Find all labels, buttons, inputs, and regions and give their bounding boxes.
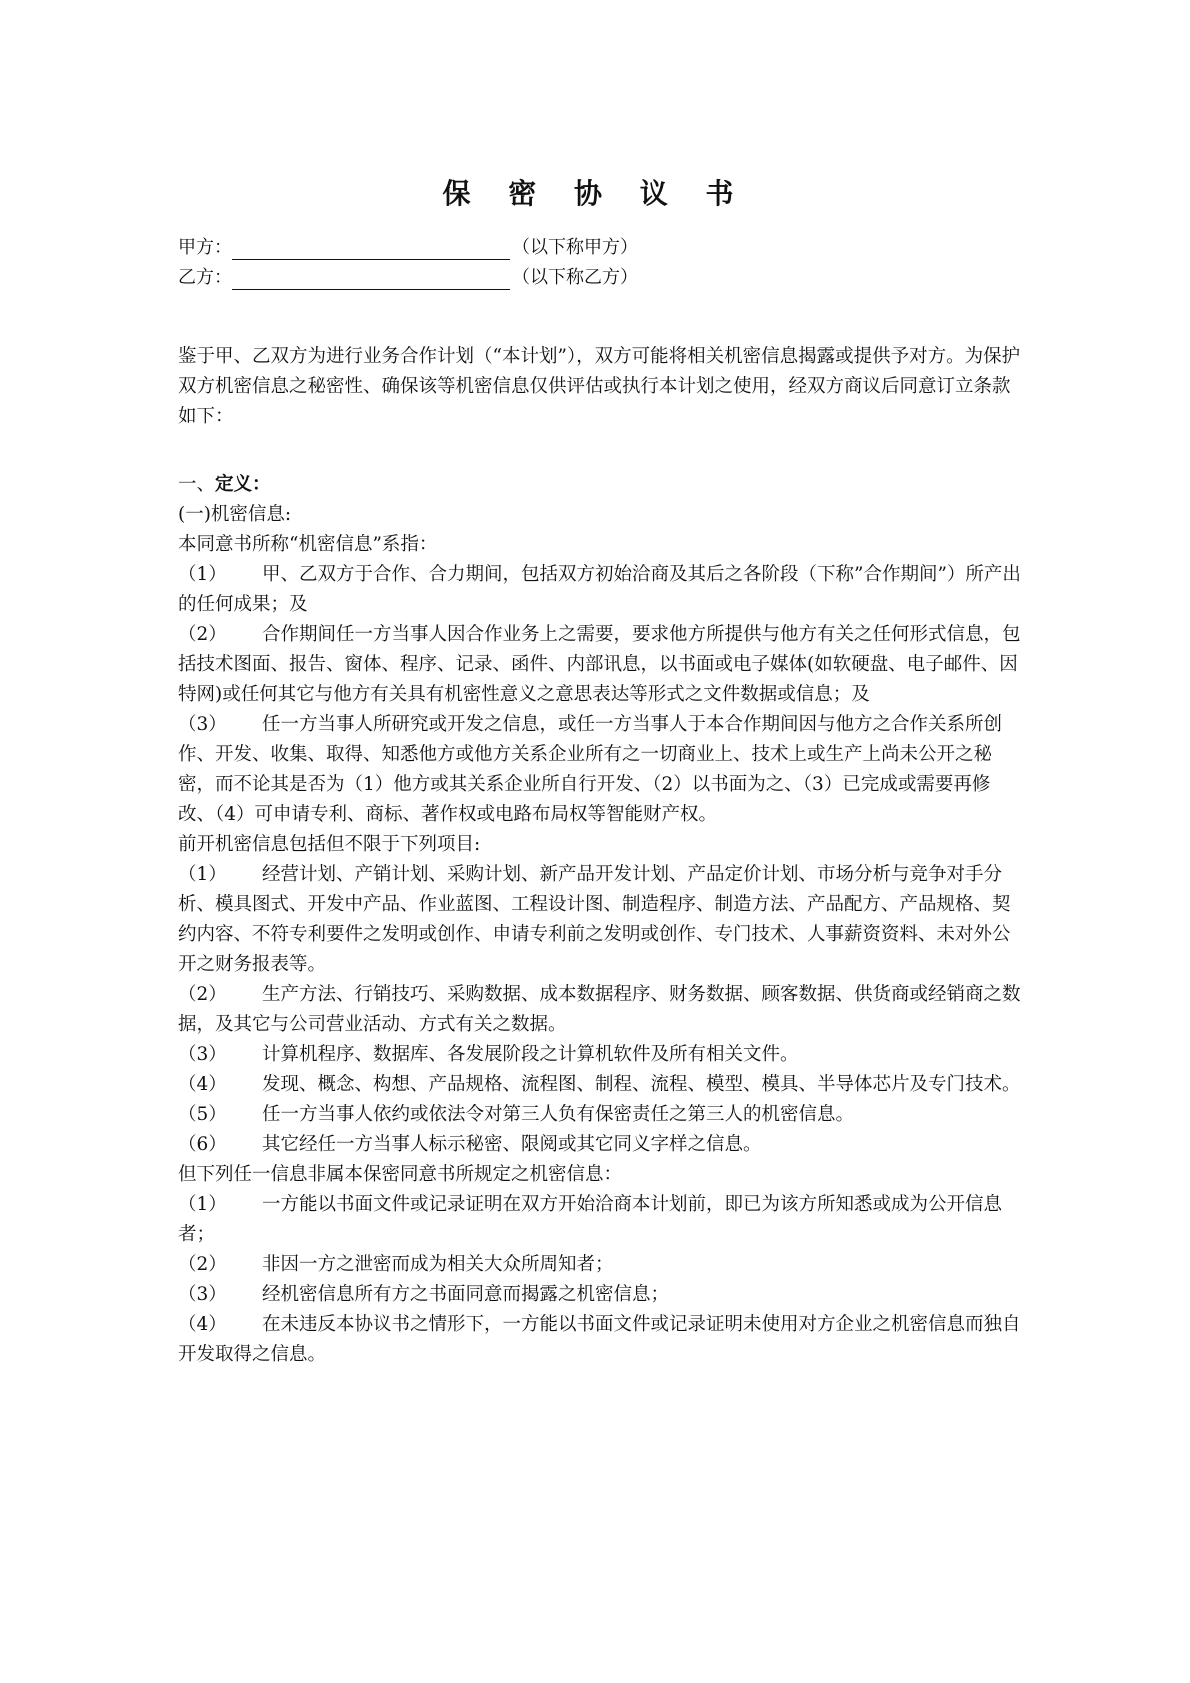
excluded-items-lead: 但下列任一信息非属本保密同意书所规定之机密信息： <box>178 1164 623 1185</box>
excluded-item <box>178 1250 1024 1280</box>
item-text: 在未违反本协议书之情形下，一方能以书面文件或记录证明未使用对方企业之机密信息而独自开发取得之信息。 <box>178 1314 1021 1365</box>
item-number: （2） <box>178 984 227 1005</box>
included-items-lead: 前开机密信息包括但不限于下列项目: <box>178 834 481 855</box>
excluded-item <box>178 1310 1024 1370</box>
item-number: （3） <box>178 1284 227 1305</box>
item-number: （2） <box>178 1254 227 1275</box>
item-text: 生产方法、行销技巧、采购数据、成本数据程序、财务数据、顾客数据、供货商或经销商之数据，及其它与公司营业活动、方式有关之数据。 <box>178 984 1021 1035</box>
item-number: （3） <box>178 1044 227 1065</box>
excluded-item <box>178 1190 1024 1250</box>
party-b-line <box>178 263 638 293</box>
included-item <box>178 860 1024 980</box>
item-text: 发现、概念、构想、产品规格、流程图、制程、流程、模型、模具、半导体芯片及专门技术。 <box>262 1074 1021 1095</box>
party-a-label: 甲方： <box>178 237 232 258</box>
item-number: （1） <box>178 864 227 885</box>
section-number: 一、 <box>178 474 216 495</box>
item-text: 计算机程序、数据库、各发展阶段之计算机软件及所有相关文件。 <box>262 1044 799 1065</box>
included-item <box>178 1040 1024 1070</box>
sub-heading: (一)机密信息: <box>178 504 292 525</box>
item-number: （3） <box>178 714 227 735</box>
item-number: （1） <box>178 564 227 585</box>
intro-paragraph: 鉴于甲、乙双方为进行业务合作计划（“本计划”），双方可能将相关机密信息揭露或提供予对方。为保护双方机密信息之秘密性、确保该等机密信息仅供评估或执行本计划之使用，经双方商议后同意订立条款如下： <box>178 346 1021 427</box>
item-text: 经营计划、产销计划、采购计划、新产品开发计划、产品定价计划、市场分析与竞争对手分析、模具图式、开发中产品、作业蓝图、工程设计图、制造程序、制造方法、产品配方、产品规格、契约内容、不符专利要件之发明或创作、申请专利前之发明或创作、专门技术、人事薪资资料、未对外公开之财务报表等。 <box>178 864 1011 975</box>
item-text: 任一方当事人依约或依法令对第三人负有保密责任之第三人的机密信息。 <box>262 1104 855 1125</box>
party-b-blank-field[interactable] <box>232 267 510 290</box>
definition-lead: 本同意书所称“机密信息”系指： <box>178 534 438 555</box>
included-item <box>178 1100 1024 1130</box>
party-b-label: 乙方： <box>178 267 232 288</box>
item-number: （4） <box>178 1074 227 1095</box>
item-text: 任一方当事人所研究或开发之信息，或任一方当事人于本合作期间因与他方之合作关系所创作、开发、收集、取得、知悉他方或他方关系企业所有之一切商业上、技术上或生产上尚未公开之秘密，而不论其是否为（1）他方或其关系企业所自行开发、（2）以书面为之、（3）已完成或需要再修改、（4）可申请专利、商标、著作权或电路布局权等智能财产权。 <box>178 714 1003 825</box>
item-number: （4） <box>178 1314 227 1335</box>
item-number: （1） <box>178 1194 227 1215</box>
party-a-suffix: （以下称甲方） <box>512 237 638 258</box>
definition-item <box>178 560 1024 620</box>
item-text: 甲、乙双方于合作、合力期间，包括双方初始洽商及其后之各阶段（下称”合作期间”）所产出的任何成果；及 <box>178 564 1021 615</box>
item-number: （2） <box>178 624 227 645</box>
item-number: （6） <box>178 1134 227 1155</box>
item-text: 合作期间任一方当事人因合作业务上之需要，要求他方所提供与他方有关之任何形式信息，包括技术图面、报告、窗体、程序、记录、函件、内部讯息，以书面或电子媒体(如软硬盘、电子邮件、因特网)或任何其它与他方有关具有机密性意义之意思表达等形式之文件数据或信息；及 <box>178 624 1021 705</box>
party-b-suffix: （以下称乙方） <box>512 267 638 288</box>
party-a-blank-field[interactable] <box>232 237 510 260</box>
item-number: （5） <box>178 1104 227 1125</box>
section-title: 定义： <box>215 474 271 495</box>
definition-item <box>178 620 1024 710</box>
included-item <box>178 1130 1024 1160</box>
item-text: 其它经任一方当事人标示秘密、限阅或其它同义字样之信息。 <box>262 1134 762 1155</box>
item-text: 非因一方之泄密而成为相关大众所周知者； <box>262 1254 614 1275</box>
document-body <box>178 342 1024 1370</box>
section-heading <box>178 470 1024 500</box>
party-a-line <box>178 233 638 263</box>
item-text: 经机密信息所有方之书面同意而揭露之机密信息； <box>262 1284 670 1305</box>
excluded-item <box>178 1280 1024 1310</box>
included-item <box>178 980 1024 1040</box>
document-title: 保 密 协 议 书 <box>442 177 748 210</box>
item-text: 一方能以书面文件或记录证明在双方开始洽商本计划前，即已为该方所知悉或成为公开信息者； <box>178 1194 1003 1245</box>
included-item <box>178 1070 1024 1100</box>
definition-item <box>178 710 1024 830</box>
